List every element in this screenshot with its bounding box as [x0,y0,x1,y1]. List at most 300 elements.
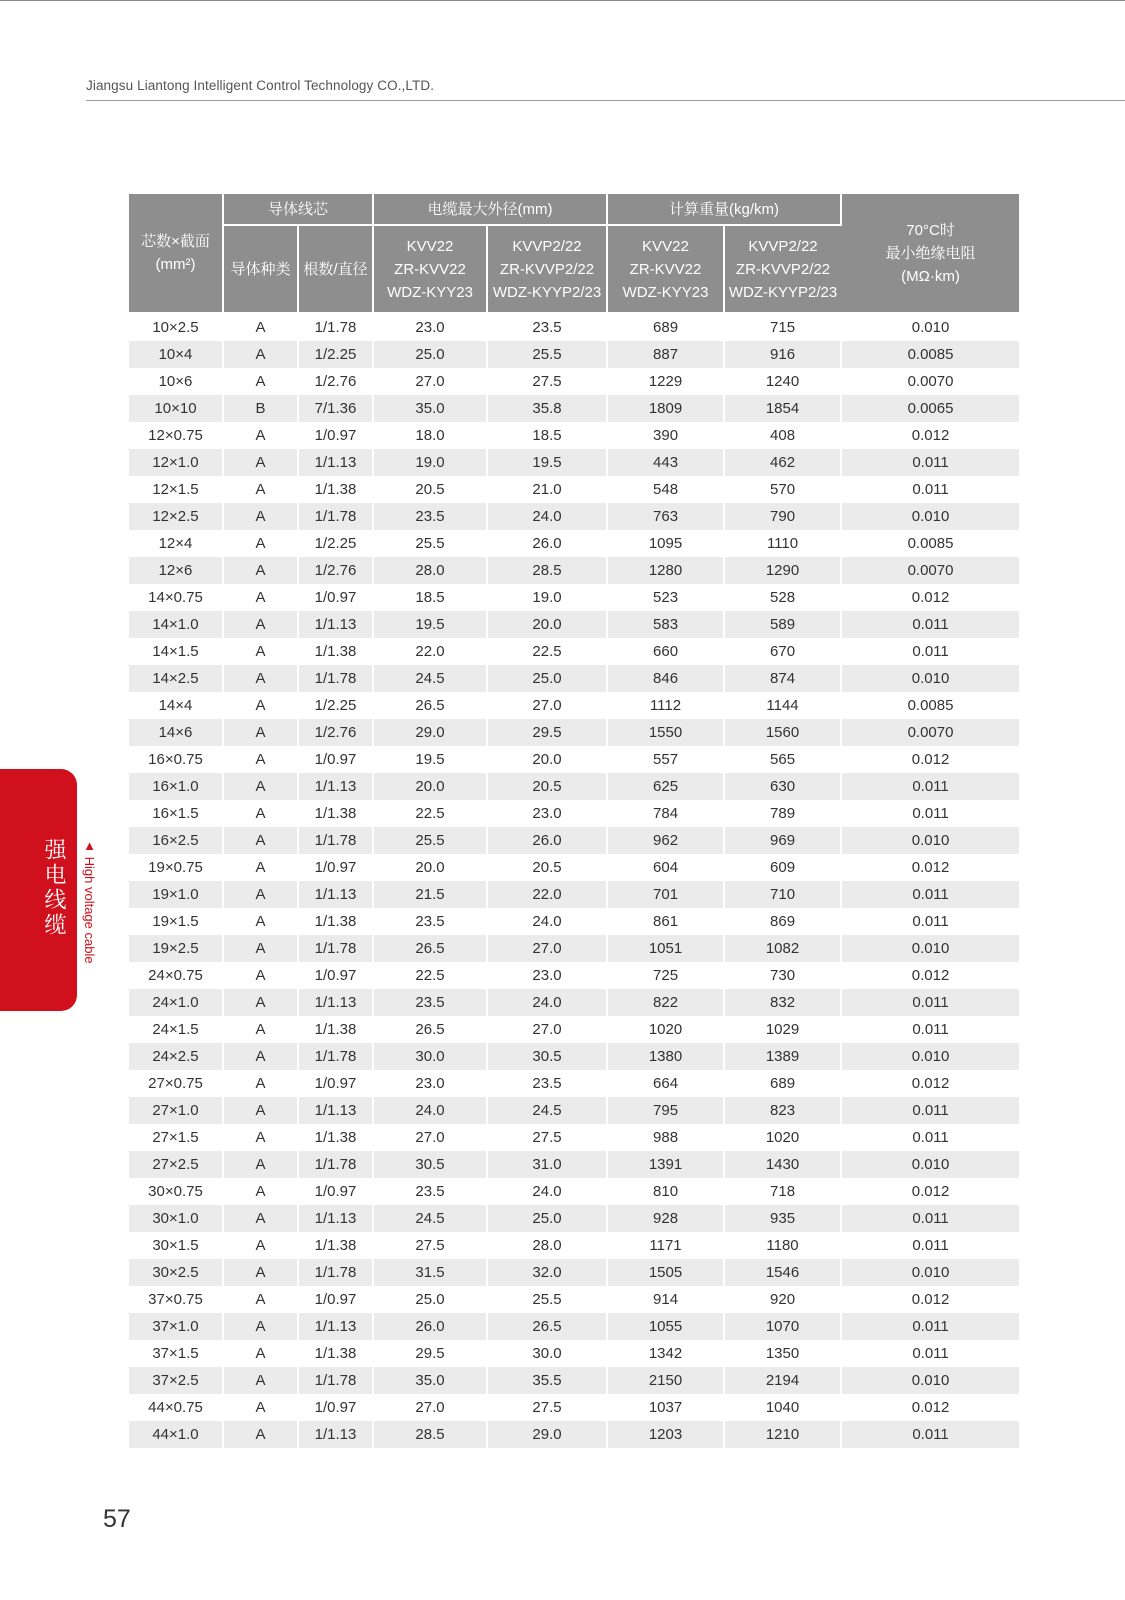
cell-diameter-kvv: 30.0 [373,1043,487,1070]
cell-diameter-kvvp: 25.5 [487,1286,607,1313]
cell-diameter-kvv: 19.0 [373,449,487,476]
cell-conductor-type: A [223,1016,298,1043]
cell-strands: 1/1.78 [298,827,373,854]
cell-diameter-kvvp: 29.0 [487,1421,607,1448]
cell-spec: 12×2.5 [129,503,223,530]
cell-weight-kvvp: 1546 [724,1259,841,1286]
cell-diameter-kvv: 19.5 [373,746,487,773]
cell-diameter-kvvp: 26.0 [487,530,607,557]
table-row [129,773,1019,800]
cell-weight-kvvp: 1240 [724,368,841,395]
header-diameter: 电缆最大外径(mm) [373,194,607,225]
cell-weight-kvv: 1020 [607,1016,724,1043]
cell-strands: 1/0.97 [298,962,373,989]
cell-spec: 24×0.75 [129,962,223,989]
table-row [129,746,1019,773]
cell-diameter-kvv: 28.5 [373,1421,487,1448]
cell-conductor-type: A [223,1232,298,1259]
cell-diameter-kvvp: 35.5 [487,1367,607,1394]
cell-conductor-type: A [223,341,298,368]
cell-weight-kvvp: 1389 [724,1043,841,1070]
cell-diameter-kvvp: 30.5 [487,1043,607,1070]
cell-strands: 1/0.97 [298,1178,373,1205]
cell-weight-kvv: 1051 [607,935,724,962]
cell-diameter-kvv: 25.5 [373,530,487,557]
cell-conductor-type: A [223,719,298,746]
cell-diameter-kvvp: 27.5 [487,368,607,395]
cell-spec: 12×1.5 [129,476,223,503]
section-title-cn: 强电线缆 [42,838,67,938]
cell-spec: 14×6 [129,719,223,746]
cell-diameter-kvv: 18.5 [373,584,487,611]
cell-strands: 1/2.76 [298,368,373,395]
cell-conductor-type: A [223,584,298,611]
cell-insulation-resistance: 0.011 [912,1129,949,1146]
table-row [129,1286,1019,1313]
cell-spec: 10×10 [129,395,223,422]
cell-weight-kvv: 1809 [607,395,724,422]
cell-spec: 16×2.5 [129,827,223,854]
cell-insulation-resistance: 0.0085 [907,535,954,552]
cell-weight-kvvp: 528 [724,584,841,611]
cell-spec: 12×6 [129,557,223,584]
cell-spec: 30×2.5 [129,1259,223,1286]
cell-conductor-type: A [223,503,298,530]
cell-insulation-resistance: 0.011 [912,481,949,498]
cell-conductor-type: A [223,1097,298,1124]
cell-weight-kvv: 810 [607,1178,724,1205]
cell-diameter-kvv: 35.0 [373,395,487,422]
cell-conductor-type: A [223,908,298,935]
cell-spec: 37×1.5 [129,1340,223,1367]
cell-spec: 16×1.0 [129,773,223,800]
cell-weight-kvvp: 2194 [724,1367,841,1394]
cell-insulation-resistance: 0.011 [841,1205,1019,1232]
cell-insulation-resistance: 0.010 [911,319,950,336]
table-row [129,557,1019,584]
cell-weight-kvvp: 1020 [724,1124,841,1151]
cell-weight-kvvp: 1560 [724,719,841,746]
cell-strands: 1/1.13 [298,1313,373,1340]
cell-spec: 24×1.0 [129,989,223,1016]
cell-diameter-kvvp: 18.5 [487,422,607,449]
table-row [129,1016,1019,1043]
table-row [129,1151,1019,1178]
cell-spec: 10×4 [129,341,223,368]
cell-diameter-kvvp: 22.0 [487,881,607,908]
cell-diameter-kvvp: 24.5 [487,1097,607,1124]
cell-weight-kvvp: 670 [724,638,841,665]
cell-conductor-type: A [223,1394,298,1421]
cell-diameter-kvvp: 27.5 [487,1124,607,1151]
table-body [129,313,1019,1448]
cell-spec: 30×1.0 [129,1205,223,1232]
cell-conductor-type: A [223,773,298,800]
cell-spec: 12×0.75 [129,422,223,449]
cell-strands: 1/1.78 [298,1367,373,1394]
cell-weight-kvvp: 790 [724,503,841,530]
cell-diameter-kvv: 35.0 [373,1367,487,1394]
cell-strands: 1/0.97 [298,854,373,881]
table-row [129,1367,1019,1394]
cell-weight-kvv: 784 [607,800,724,827]
cell-diameter-kvv: 18.0 [373,422,487,449]
cell-spec: 24×2.5 [129,1043,223,1070]
cell-spec: 27×1.0 [129,1097,223,1124]
cell-spec: 19×1.5 [129,908,223,935]
cell-diameter-kvv: 23.0 [373,1070,487,1097]
cell-weight-kvv: 557 [607,746,724,773]
cell-diameter-kvv: 27.0 [373,1394,487,1421]
cell-insulation-resistance: 0.0070 [907,373,954,390]
header-spec: 芯数×截面 (mm²) [129,194,223,313]
cell-weight-kvv: 625 [607,773,724,800]
cell-insulation-resistance: 0.012 [911,1183,950,1200]
cell-strands: 1/1.13 [298,773,373,800]
cell-diameter-kvv: 20.5 [373,476,487,503]
cell-conductor-type: A [223,854,298,881]
top-border [0,0,1125,1]
cell-diameter-kvvp: 20.5 [487,854,607,881]
table-row [129,638,1019,665]
cell-insulation-resistance: 0.0070 [841,719,1019,746]
cell-diameter-kvvp: 26.5 [487,1313,607,1340]
cell-diameter-kvv: 31.5 [373,1259,487,1286]
cell-conductor-type: A [223,1151,298,1178]
table-header [129,194,1019,313]
cell-weight-kvv: 604 [607,854,724,881]
cell-spec: 19×0.75 [129,854,223,881]
cell-conductor-type: A [223,665,298,692]
table-row [129,1259,1019,1286]
cell-spec: 10×2.5 [129,313,223,341]
header-weight: 计算重量(kg/km) [607,194,841,225]
cell-diameter-kvvp: 26.0 [487,827,607,854]
cell-diameter-kvv: 20.0 [373,773,487,800]
cell-strands: 1/1.78 [298,1151,373,1178]
cell-conductor-type: A [223,1259,298,1286]
cell-spec: 44×0.75 [129,1394,223,1421]
cell-spec: 14×2.5 [129,665,223,692]
cell-insulation-resistance: 0.0085 [907,697,954,714]
cell-conductor-type: A [223,1421,298,1448]
cell-diameter-kvv: 24.5 [373,1205,487,1232]
table-row [129,1070,1019,1097]
cell-diameter-kvv: 25.0 [373,341,487,368]
cell-insulation-resistance: 0.011 [912,1021,949,1038]
cell-conductor-type: B [223,395,298,422]
cell-strands: 1/1.38 [298,1016,373,1043]
cell-diameter-kvv: 29.5 [373,1340,487,1367]
cell-strands: 1/1.38 [298,476,373,503]
cell-strands: 1/1.13 [298,611,373,638]
cell-strands: 1/0.97 [298,1394,373,1421]
cell-diameter-kvv: 24.5 [373,665,487,692]
cell-diameter-kvvp: 24.0 [487,503,607,530]
header-weight-kvv: KVV22 ZR-KVV22 WDZ-KYY23 [607,225,724,313]
table-row [129,611,1019,638]
cell-weight-kvv: 1229 [607,368,724,395]
table-row [129,935,1019,962]
cell-diameter-kvvp: 29.5 [487,719,607,746]
section-title-en: ▲ High voltage cable [82,838,97,964]
cell-weight-kvv: 1342 [607,1340,724,1367]
cell-weight-kvvp: 789 [724,800,841,827]
cell-conductor-type: A [223,1286,298,1313]
cell-diameter-kvvp: 19.5 [487,449,607,476]
company-name: Jiangsu Liantong Intelligent Control Technology CO.,LTD. [86,78,435,93]
cell-weight-kvvp: 1082 [724,935,841,962]
cell-weight-kvv: 1037 [607,1394,724,1421]
cell-insulation-resistance: 0.011 [841,1313,1019,1340]
cell-spec: 14×0.75 [129,584,223,611]
cell-conductor-type: A [223,1205,298,1232]
cell-weight-kvvp: 408 [724,422,841,449]
table-row [129,1232,1019,1259]
cell-diameter-kvv: 30.5 [373,1151,487,1178]
cell-weight-kvv: 1055 [607,1313,724,1340]
cell-weight-kvvp: 1854 [724,395,841,422]
cell-strands: 1/0.97 [298,1286,373,1313]
cell-insulation-resistance: 0.0070 [841,557,1019,584]
cell-strands: 7/1.36 [298,395,373,422]
cell-diameter-kvv: 27.0 [373,1124,487,1151]
table-row [129,854,1019,881]
cell-weight-kvvp: 869 [724,908,841,935]
table-row [129,1124,1019,1151]
cell-diameter-kvvp: 31.0 [487,1151,607,1178]
cell-weight-kvv: 846 [607,665,724,692]
header-strands: 根数/直径 [298,225,373,313]
cell-strands: 1/0.97 [298,422,373,449]
cell-weight-kvvp: 1210 [724,1421,841,1448]
cell-insulation-resistance: 0.010 [841,1259,1019,1286]
cell-diameter-kvvp: 28.0 [487,1232,607,1259]
cell-strands: 1/1.13 [298,1205,373,1232]
cell-strands: 1/0.97 [298,584,373,611]
cell-insulation-resistance: 0.010 [841,1367,1019,1394]
table-row [129,665,1019,692]
table-row [129,800,1019,827]
cell-insulation-resistance: 0.011 [912,1237,949,1254]
cell-spec: 30×1.5 [129,1232,223,1259]
cell-weight-kvvp: 715 [724,313,841,341]
cell-diameter-kvvp: 23.5 [487,313,607,341]
cell-conductor-type: A [223,449,298,476]
cell-diameter-kvvp: 19.0 [487,584,607,611]
header-diameter-kvv: KVV22 ZR-KVV22 WDZ-KYY23 [373,225,487,313]
cell-weight-kvv: 795 [607,1097,724,1124]
cell-insulation-resistance: 0.011 [841,449,1019,476]
cell-strands: 1/1.13 [298,449,373,476]
cell-weight-kvv: 548 [607,476,724,503]
cell-weight-kvv: 390 [607,422,724,449]
cell-spec: 12×4 [129,530,223,557]
cell-insulation-resistance: 0.010 [841,1151,1019,1178]
cell-spec: 16×0.75 [129,746,223,773]
cell-weight-kvv: 763 [607,503,724,530]
cell-strands: 1/2.76 [298,719,373,746]
cell-diameter-kvvp: 25.0 [487,1205,607,1232]
cell-diameter-kvvp: 20.0 [487,611,607,638]
cell-diameter-kvv: 24.0 [373,1097,487,1124]
cell-weight-kvv: 962 [607,827,724,854]
cell-strands: 1/1.38 [298,1340,373,1367]
cell-strands: 1/1.78 [298,1259,373,1286]
cell-diameter-kvvp: 30.0 [487,1340,607,1367]
cell-diameter-kvv: 21.5 [373,881,487,908]
cell-diameter-kvv: 25.0 [373,1286,487,1313]
cell-weight-kvv: 583 [607,611,724,638]
cell-strands: 1/2.25 [298,692,373,719]
cell-spec: 27×2.5 [129,1151,223,1178]
cell-weight-kvvp: 916 [724,341,841,368]
table-row [129,1421,1019,1448]
cell-diameter-kvvp: 35.8 [487,395,607,422]
cell-weight-kvvp: 1350 [724,1340,841,1367]
cell-conductor-type: A [223,881,298,908]
cell-insulation-resistance: 0.012 [911,1075,950,1092]
table-row [129,827,1019,854]
cell-weight-kvvp: 589 [724,611,841,638]
cell-diameter-kvv: 23.5 [373,1178,487,1205]
cell-diameter-kvv: 29.0 [373,719,487,746]
table-row [129,1043,1019,1070]
cell-weight-kvv: 1505 [607,1259,724,1286]
cell-conductor-type: A [223,368,298,395]
cell-strands: 1/1.78 [298,503,373,530]
cell-diameter-kvvp: 24.0 [487,908,607,935]
cell-diameter-kvv: 20.0 [373,854,487,881]
cell-insulation-resistance: 0.010 [841,935,1019,962]
table-row [129,1178,1019,1205]
cell-weight-kvv: 1391 [607,1151,724,1178]
cell-weight-kvv: 1203 [607,1421,724,1448]
cell-conductor-type: A [223,557,298,584]
cell-conductor-type: A [223,692,298,719]
cell-weight-kvv: 689 [607,313,724,341]
cell-weight-kvv: 523 [607,584,724,611]
cell-spec: 12×1.0 [129,449,223,476]
table-row [129,881,1019,908]
cell-strands: 1/1.78 [298,1043,373,1070]
cell-conductor-type: A [223,1178,298,1205]
table-row [129,341,1019,368]
cell-insulation-resistance: 0.012 [911,751,950,768]
table-row [129,395,1019,422]
cell-diameter-kvv: 26.5 [373,935,487,962]
cell-weight-kvv: 861 [607,908,724,935]
cell-weight-kvvp: 565 [724,746,841,773]
cell-strands: 1/1.38 [298,1124,373,1151]
cell-conductor-type: A [223,1313,298,1340]
cell-spec: 19×2.5 [129,935,223,962]
cell-diameter-kvvp: 28.5 [487,557,607,584]
cell-weight-kvvp: 630 [724,773,841,800]
cell-spec: 37×0.75 [129,1286,223,1313]
cell-weight-kvv: 928 [607,1205,724,1232]
spec-table-container [129,194,1019,1448]
cell-diameter-kvv: 22.5 [373,962,487,989]
cell-diameter-kvv: 26.0 [373,1313,487,1340]
cell-strands: 1/1.38 [298,908,373,935]
cell-conductor-type: A [223,800,298,827]
cell-diameter-kvv: 25.5 [373,827,487,854]
cell-weight-kvvp: 718 [724,1178,841,1205]
cell-spec: 16×1.5 [129,800,223,827]
header-resistance: 70°C时 最小绝缘电阻 (MΩ·km) [841,194,1019,313]
cell-diameter-kvvp: 27.5 [487,1394,607,1421]
cell-insulation-resistance: 0.011 [912,913,949,930]
cell-spec: 27×0.75 [129,1070,223,1097]
cell-conductor-type: A [223,989,298,1016]
cell-weight-kvvp: 935 [724,1205,841,1232]
cell-spec: 37×2.5 [129,1367,223,1394]
cell-weight-kvv: 2150 [607,1367,724,1394]
cell-weight-kvvp: 920 [724,1286,841,1313]
cell-insulation-resistance: 0.012 [911,1399,950,1416]
cell-conductor-type: A [223,1043,298,1070]
cell-conductor-type: A [223,313,298,341]
cell-diameter-kvvp: 20.5 [487,773,607,800]
cell-diameter-kvvp: 27.0 [487,935,607,962]
cell-weight-kvv: 1112 [607,692,724,719]
cell-strands: 1/1.78 [298,665,373,692]
cell-weight-kvv: 1280 [607,557,724,584]
cell-insulation-resistance: 0.011 [841,881,1019,908]
cell-spec: 44×1.0 [129,1421,223,1448]
table-row [129,1394,1019,1421]
cell-diameter-kvv: 23.0 [373,313,487,341]
cell-diameter-kvvp: 32.0 [487,1259,607,1286]
cell-weight-kvv: 1550 [607,719,724,746]
cell-weight-kvvp: 1290 [724,557,841,584]
cell-strands: 1/0.97 [298,746,373,773]
table-row [129,313,1019,341]
table-row [129,962,1019,989]
cell-diameter-kvv: 26.5 [373,692,487,719]
cell-strands: 1/2.25 [298,341,373,368]
cell-spec: 24×1.5 [129,1016,223,1043]
cell-strands: 1/1.13 [298,1421,373,1448]
cell-strands: 1/1.38 [298,1232,373,1259]
table-row [129,908,1019,935]
cell-diameter-kvvp: 22.5 [487,638,607,665]
cell-weight-kvvp: 1180 [724,1232,841,1259]
cell-spec: 14×1.5 [129,638,223,665]
cell-weight-kvvp: 570 [724,476,841,503]
table-row [129,1205,1019,1232]
cell-strands: 1/1.78 [298,313,373,341]
cell-weight-kvv: 887 [607,341,724,368]
table-row [129,1097,1019,1124]
header-diameter-kvvp: KVVP2/22 ZR-KVVP2/22 WDZ-KYYP2/23 [487,225,607,313]
cell-weight-kvvp: 1040 [724,1394,841,1421]
cell-diameter-kvv: 27.0 [373,368,487,395]
cell-conductor-type: A [223,638,298,665]
cell-insulation-resistance: 0.010 [841,665,1019,692]
cell-diameter-kvvp: 20.0 [487,746,607,773]
cell-weight-kvv: 988 [607,1124,724,1151]
cell-weight-kvv: 664 [607,1070,724,1097]
cell-weight-kvvp: 462 [724,449,841,476]
cell-weight-kvvp: 823 [724,1097,841,1124]
cell-weight-kvvp: 874 [724,665,841,692]
cell-diameter-kvv: 23.5 [373,908,487,935]
cell-weight-kvv: 725 [607,962,724,989]
cell-conductor-type: A [223,611,298,638]
cell-diameter-kvvp: 21.0 [487,476,607,503]
